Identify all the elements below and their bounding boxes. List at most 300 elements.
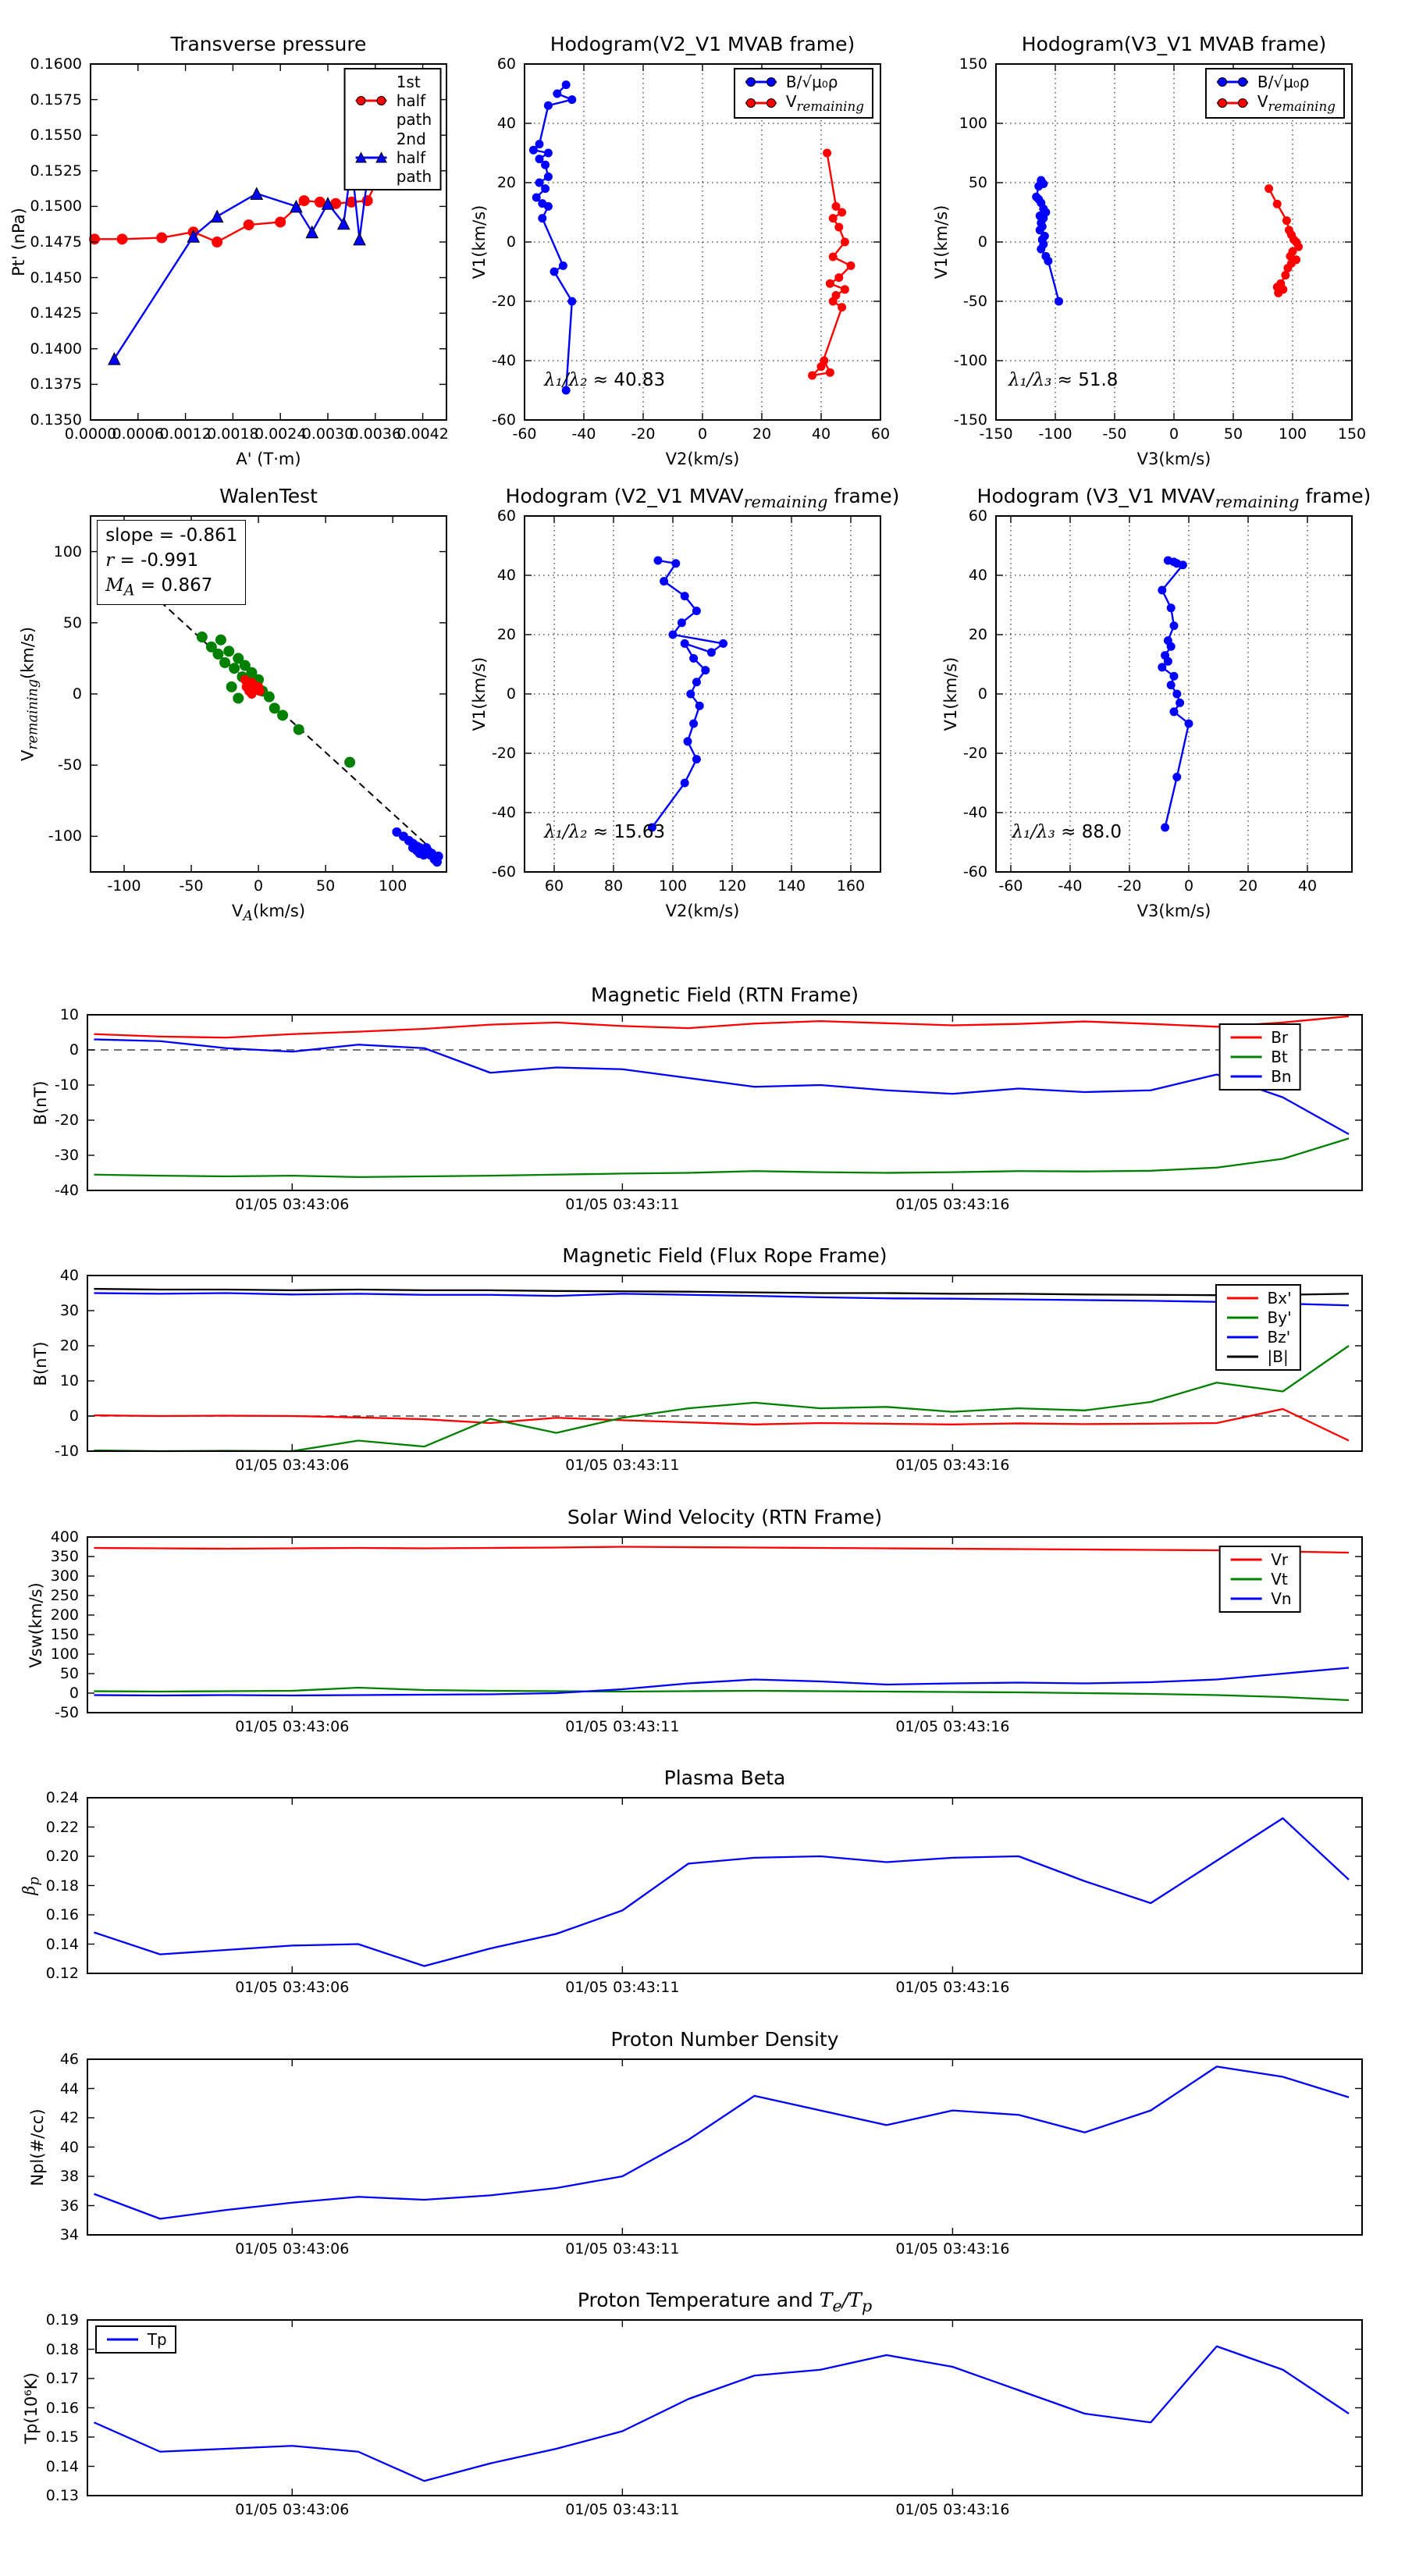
y-axis-label: B(nT)	[31, 1341, 50, 1386]
y-tick-label: 0.24	[45, 1789, 79, 1806]
legend-entry	[354, 130, 432, 186]
chart-title: WalenTest	[219, 485, 318, 507]
marker-V-remaining	[1284, 264, 1292, 272]
marker-B-alfven	[1035, 183, 1043, 190]
x-tick-label: 20	[1238, 877, 1258, 895]
y-tick-label: 100	[50, 1646, 79, 1663]
marker-V-remaining	[835, 274, 843, 282]
x-tick-label: 100	[658, 877, 688, 895]
y-axis-label: Pt' (nPa)	[9, 208, 28, 276]
legend-label: Bn	[1271, 1067, 1292, 1087]
y-tick-label: 40	[59, 1267, 79, 1284]
y-tick-label: 40	[496, 115, 516, 132]
marker-V-remaining	[1282, 272, 1289, 279]
marker-B-alfven	[681, 639, 688, 647]
marker-B-alfven	[1167, 642, 1175, 650]
y-axis-label: $V_{remaining}(km/s)$	[18, 626, 41, 762]
x-axis-label: A' (T·m)	[236, 450, 301, 468]
y-tick-label: 20	[968, 626, 987, 643]
marker-2nd half path	[212, 211, 223, 222]
legend	[344, 68, 441, 190]
y-tick-label: -150	[953, 411, 987, 429]
marker-V-remaining	[826, 368, 834, 376]
x-tick-label: 01/05 03:43:11	[565, 1457, 680, 1474]
y-tick-label: 0	[506, 233, 516, 251]
marker-B-alfven	[692, 607, 700, 615]
legend-label: $V_{remaining}$	[785, 92, 864, 115]
marker-B-alfven	[1170, 672, 1178, 680]
y-tick-label: -20	[491, 745, 516, 762]
legend-entry	[1225, 1347, 1292, 1366]
marker-V-remaining	[832, 202, 840, 210]
series-By'	[94, 1346, 1349, 1451]
legend-entry	[1225, 1308, 1292, 1327]
series-Tp	[94, 2347, 1349, 2482]
marker-B-alfven	[532, 194, 540, 201]
marker-V-remaining	[820, 357, 828, 365]
marker-B-alfven	[544, 202, 552, 210]
marker-walen-red	[255, 687, 264, 696]
marker-V-remaining	[838, 208, 846, 216]
marker-walen-green	[233, 693, 244, 703]
chart-title: Transverse pressure	[170, 33, 367, 55]
x-axis-label: V2(km/s)	[665, 450, 740, 468]
marker-B-alfven	[1037, 245, 1045, 253]
y-tick-label: -60	[491, 411, 516, 429]
marker-V-remaining	[829, 297, 837, 305]
y-tick-label: 0.1550	[30, 126, 82, 144]
legend-label: Bt	[1271, 1048, 1288, 1067]
legend-entry	[1225, 1289, 1292, 1308]
y-tick-label: 0.14	[45, 2457, 79, 2475]
y-axis-label: V1(km/s)	[470, 656, 489, 731]
x-tick-label: 60	[870, 425, 891, 443]
y-tick-label: 0.16	[45, 1906, 79, 1923]
legend-sample	[1225, 1311, 1261, 1325]
y-axis-label: V1(km/s)	[932, 205, 951, 279]
marker-1st half path	[276, 217, 286, 227]
marker-B-alfven	[568, 297, 576, 305]
y-tick-label: -30	[54, 1147, 79, 1164]
x-tick-label: 40	[1297, 877, 1318, 895]
marker-V-remaining	[823, 149, 831, 157]
marker-B-alfven	[1170, 708, 1178, 716]
y-tick-label: -60	[962, 863, 987, 881]
x-tick-label: -40	[571, 425, 596, 443]
marker-V-remaining	[809, 372, 816, 379]
x-axis-label: V3(km/s)	[1136, 902, 1211, 920]
y-axis-label: $\beta_p$	[20, 1876, 43, 1895]
legend-entry	[1215, 73, 1336, 91]
x-axis-label: V2(km/s)	[665, 902, 740, 920]
legend-entry	[1215, 92, 1336, 114]
y-tick-label: 0	[506, 685, 516, 703]
annotation: λ₁/λ₂ ≈ 40.83	[544, 370, 666, 391]
x-tick-label: 01/05 03:43:16	[895, 1979, 1010, 1996]
y-tick-label: -100	[953, 352, 987, 369]
y-tick-label: 36	[59, 2197, 79, 2215]
x-tick-label: -60	[512, 425, 537, 443]
x-tick-label: -20	[631, 425, 656, 443]
x-tick-label: -40	[1058, 877, 1083, 895]
marker-B-alfven	[681, 592, 688, 600]
y-tick-label: 0.20	[45, 1848, 79, 1865]
y-tick-label: 0.19	[45, 2311, 79, 2329]
legend-label: B/√μ₀ρ	[1257, 73, 1310, 92]
marker-2nd half path	[306, 226, 318, 238]
y-tick-label: 0.18	[45, 2340, 79, 2358]
x-tick-label: 01/05 03:43:11	[565, 2240, 680, 2258]
x-tick-label: 0	[1183, 877, 1194, 895]
y-tick-label: 40	[968, 567, 987, 584]
chart-hodogram-v2v1-mvav	[470, 485, 900, 920]
marker-B-alfven	[684, 738, 692, 745]
x-tick-label: 01/05 03:43:16	[895, 2240, 1010, 2258]
y-tick-label: 44	[59, 2080, 79, 2097]
chart-title: Plasma Beta	[663, 1767, 786, 1789]
marker-B-alfven	[535, 141, 543, 148]
marker-B-alfven	[692, 756, 700, 763]
x-tick-label: 0.0024	[254, 425, 307, 443]
legend-entry	[105, 2330, 167, 2349]
y-tick-label: 20	[496, 174, 516, 191]
x-tick-label: 160	[836, 877, 866, 895]
chart-title: Solar Wind Velocity (RTN Frame)	[567, 1506, 883, 1528]
marker-B-alfven	[707, 649, 715, 656]
legend-entry	[743, 73, 864, 91]
y-tick-label: 60	[496, 507, 516, 525]
legend-sample	[1228, 1050, 1264, 1064]
legend-sample	[1228, 1553, 1264, 1567]
y-tick-label: 0	[72, 685, 82, 703]
y-tick-label: 50	[968, 174, 987, 191]
legend	[1218, 1546, 1300, 1613]
legend-label: Vn	[1271, 1589, 1292, 1609]
x-tick-label: 0.0030	[301, 425, 354, 443]
marker-V-remaining	[838, 304, 846, 311]
marker-B-alfven	[1044, 257, 1052, 265]
legend-sample	[1225, 1350, 1261, 1364]
marker-B-alfven	[669, 631, 677, 639]
y-tick-label: 20	[59, 1337, 79, 1354]
marker-walen-green	[269, 703, 279, 713]
x-tick-label: -50	[179, 877, 204, 895]
y-tick-label: -40	[54, 1182, 79, 1199]
x-tick-label: 01/05 03:43:16	[895, 2501, 1010, 2518]
x-tick-label: 01/05 03:43:06	[235, 2501, 350, 2518]
y-tick-label: 50	[59, 1665, 79, 1682]
legend-entry	[1228, 1570, 1291, 1589]
y-tick-label: -20	[54, 1112, 79, 1129]
marker-B-alfven	[544, 173, 552, 180]
y-tick-label: 350	[50, 1548, 79, 1565]
y-tick-label: 42	[59, 2109, 79, 2126]
y-tick-label: 0.17	[45, 2370, 79, 2387]
y-tick-label: 0.1450	[30, 269, 82, 286]
series-beta	[94, 1818, 1349, 1966]
marker-B-alfven	[553, 90, 561, 98]
x-tick-label: 150	[1337, 425, 1367, 443]
x-axis-label: V3(km/s)	[1136, 450, 1211, 468]
y-tick-label: 38	[59, 2168, 79, 2185]
marker-B-alfven	[1170, 622, 1178, 630]
x-tick-label: 01/05 03:43:16	[895, 1196, 1010, 1213]
x-tick-label: 01/05 03:43:06	[235, 1718, 350, 1735]
legend-label: Bx'	[1267, 1289, 1292, 1308]
marker-B-alfven	[1158, 586, 1166, 594]
y-tick-label: 0.13	[45, 2487, 79, 2504]
x-tick-label: 01/05 03:43:06	[235, 1196, 350, 1213]
legend-label: $V_{remaining}$	[1257, 92, 1336, 115]
marker-2nd half path	[354, 233, 365, 245]
marker-B-alfven	[1185, 720, 1193, 728]
y-tick-label: 150	[50, 1626, 79, 1643]
marker-V-remaining	[1282, 217, 1290, 225]
legend	[95, 2325, 176, 2354]
x-tick-label: 01/05 03:43:11	[565, 1718, 680, 1735]
y-tick-label: 0	[977, 685, 987, 703]
legend-label: 1st half path	[396, 72, 432, 129]
chart-title: Magnetic Field (RTN Frame)	[591, 984, 859, 1006]
legend-sample	[1215, 96, 1250, 110]
chart-title: Hodogram(V3_V1 MVAB frame)	[1021, 33, 1327, 55]
legend-sample	[1228, 1592, 1264, 1606]
y-tick-label: 0.1375	[30, 375, 82, 393]
y-tick-label: -100	[48, 827, 82, 845]
marker-B-alfven	[539, 215, 546, 222]
marker-B-alfven	[559, 262, 567, 269]
plot-canvas	[87, 2320, 1362, 2496]
series-Npl	[94, 2066, 1349, 2218]
y-tick-label: 0	[69, 1685, 79, 1702]
y-tick-label: -40	[491, 352, 516, 369]
legend-entry	[1228, 1067, 1291, 1086]
marker-walen-green	[226, 681, 237, 692]
marker-B-alfven	[690, 654, 698, 662]
marker-walen-green	[220, 657, 230, 667]
y-tick-label: 400	[50, 1528, 79, 1546]
chart-title: Magnetic Field (Flux Rope Frame)	[562, 1244, 887, 1267]
y-tick-label: 0.12	[45, 1965, 79, 1982]
legend-entry	[1225, 1328, 1292, 1347]
annotation: λ₁/λ₃ ≈ 51.8	[1008, 370, 1119, 391]
y-tick-label: 0.1350	[30, 411, 82, 429]
x-tick-label: 50	[1223, 425, 1243, 443]
legend-sample	[1225, 1330, 1261, 1344]
x-tick-label: -20	[1117, 877, 1142, 895]
legend-sample	[1228, 1572, 1264, 1586]
marker-B-alfven	[1158, 664, 1166, 671]
chart-hodogram-v3v1-mvav	[941, 485, 1371, 920]
legend-sample	[743, 75, 779, 89]
series-Vr	[94, 1547, 1349, 1553]
annotation: λ₁/λ₃ ≈ 88.0	[1012, 822, 1122, 843]
series-B-alfven	[533, 85, 571, 390]
marker-1st half path	[244, 220, 254, 230]
y-tick-label: 0.22	[45, 1818, 79, 1836]
y-tick-label: -20	[962, 745, 987, 762]
marker-walen-blue	[432, 858, 441, 866]
marker-walen-green	[345, 757, 355, 767]
y-tick-label: -50	[57, 756, 82, 774]
legend-label: 2nd half path	[396, 129, 432, 186]
y-axis-label: Tp(10⁶K)	[22, 2371, 41, 2444]
y-axis-label: V1(km/s)	[470, 205, 489, 279]
marker-B-alfven	[1173, 773, 1181, 781]
legend-sample	[1228, 1030, 1264, 1044]
x-tick-label: 01/05 03:43:16	[895, 1457, 1010, 1474]
x-tick-label: 01/05 03:43:11	[565, 1979, 680, 1996]
x-tick-label: 140	[777, 877, 806, 895]
marker-B-alfven	[1167, 604, 1175, 612]
y-axis-label: B(nT)	[31, 1080, 50, 1125]
y-tick-label: 0.1400	[30, 340, 82, 358]
y-tick-label: 250	[50, 1587, 79, 1604]
marker-walen-green	[215, 635, 226, 645]
plot-canvas	[996, 516, 1352, 872]
chart-proton-number-density	[28, 2028, 1362, 2258]
x-tick-label: 50	[316, 877, 336, 895]
marker-B-alfven	[544, 101, 552, 109]
marker-V-remaining	[829, 215, 837, 222]
series-Vt	[94, 1688, 1349, 1700]
chart-title: Hodogram (V3_V1 $MVAV_{remaining}$ frame)	[976, 485, 1371, 511]
y-tick-label: 100	[959, 115, 987, 132]
y-tick-label: 100	[53, 543, 82, 560]
marker-walen-green	[229, 664, 240, 674]
y-tick-label: 0	[977, 233, 987, 251]
y-tick-label: 0.15	[45, 2428, 79, 2446]
chart-transverse-pressure	[9, 33, 449, 468]
chart-hodogram-v2v1-mvab	[470, 33, 891, 468]
y-tick-label: 0.16	[45, 2399, 79, 2417]
y-tick-label: 0.1425	[30, 304, 82, 322]
chart-title: Hodogram(V2_V1 MVAB frame)	[550, 33, 855, 55]
legend-label: By'	[1267, 1308, 1292, 1328]
x-tick-label: 40	[811, 425, 831, 443]
y-axis-label: V1(km/s)	[941, 656, 960, 731]
legend-label: Vr	[1271, 1550, 1289, 1570]
series-Br	[94, 1016, 1349, 1037]
legend-label: B/√μ₀ρ	[785, 73, 838, 92]
marker-walen-green	[264, 692, 274, 702]
marker-B-alfven	[1176, 699, 1184, 706]
y-axis-label: Vsw(km/s)	[27, 1582, 45, 1668]
marker-B-alfven	[562, 81, 570, 89]
y-tick-label: 0.14	[45, 1935, 79, 1953]
marker-walen-green	[278, 710, 288, 720]
x-tick-label: 01/05 03:43:11	[565, 1196, 680, 1213]
x-tick-label: 0.0000	[64, 425, 117, 443]
marker-B-alfven	[702, 667, 710, 674]
x-tick-label: 01/05 03:43:06	[235, 1979, 350, 1996]
legend-sample	[1215, 75, 1250, 89]
x-tick-label: 120	[717, 877, 747, 895]
x-tick-label: 0	[1168, 425, 1179, 443]
legend	[1218, 1023, 1300, 1091]
chart-mag-field-flux-rope	[31, 1244, 1362, 1474]
x-tick-label: 0	[697, 425, 708, 443]
y-tick-label: 60	[968, 507, 987, 525]
marker-walen-red	[242, 682, 251, 691]
marker-B-alfven	[1167, 681, 1175, 689]
chart-title: Hodogram (V2_V1 $MVAV_{remaining}$ frame)	[505, 485, 900, 511]
y-tick-label: 200	[50, 1606, 79, 1624]
y-tick-label: 30	[59, 1302, 79, 1319]
plot-canvas	[87, 1798, 1362, 1973]
marker-B-alfven	[529, 146, 537, 154]
marker-B-alfven	[542, 185, 550, 193]
x-tick-label: 0.0036	[349, 425, 402, 443]
marker-walen-green	[224, 646, 234, 656]
marker-B-alfven	[692, 678, 700, 686]
series-V-remaining	[813, 153, 851, 375]
y-tick-label: -10	[54, 1443, 79, 1460]
x-tick-label: 100	[379, 877, 407, 895]
y-tick-label: 0.1575	[30, 91, 82, 109]
y-tick-label: 300	[50, 1567, 79, 1585]
chart-hodogram-v3v1-mvab	[932, 33, 1367, 468]
legend-sample	[354, 151, 389, 165]
y-tick-label: 0.1525	[30, 162, 82, 180]
marker-walen-green	[293, 724, 304, 735]
x-tick-label: 100	[1278, 425, 1307, 443]
marker-B-alfven	[568, 96, 576, 104]
marker-V-remaining	[1275, 289, 1282, 297]
marker-B-alfven	[535, 179, 543, 187]
marker-B-alfven	[695, 702, 703, 710]
x-tick-label: -150	[979, 425, 1013, 443]
marker-1st half path	[157, 233, 167, 243]
x-tick-label: 0.0012	[159, 425, 212, 443]
x-tick-label: 01/05 03:43:16	[895, 1718, 1010, 1735]
y-tick-label: 0.1500	[30, 197, 82, 215]
y-tick-label: -20	[491, 293, 516, 310]
marker-walen-green	[197, 632, 207, 642]
chart-title: Proton Temperature and $T_e/T_p$	[577, 2289, 873, 2315]
x-tick-label: 01/05 03:43:06	[235, 2240, 350, 2258]
marker-B-alfven	[1161, 824, 1169, 831]
y-tick-label: 0.1475	[30, 233, 82, 251]
marker-B-alfven	[542, 161, 550, 169]
marker-B-alfven	[535, 155, 543, 163]
marker-B-alfven	[550, 268, 558, 276]
y-tick-label: -40	[962, 804, 987, 821]
y-tick-label: 10	[59, 1006, 79, 1023]
annotation: λ₁/λ₂ ≈ 15.63	[544, 822, 666, 843]
series-Bn	[94, 1040, 1349, 1135]
marker-V-remaining	[841, 286, 848, 294]
y-tick-label: -60	[491, 863, 516, 881]
marker-B-alfven	[660, 578, 668, 585]
marker-V-remaining	[826, 279, 834, 287]
y-tick-label: -10	[54, 1076, 79, 1094]
marker-1st half path	[299, 196, 309, 206]
marker-V-remaining	[1265, 185, 1273, 193]
marker-V-remaining	[829, 253, 837, 261]
marker-walen-green	[213, 649, 223, 659]
y-axis-label: Npl(#/cc)	[28, 2108, 47, 2186]
marker-walen-red	[247, 690, 256, 699]
y-tick-label: 0.18	[45, 1877, 79, 1895]
y-tick-label: 0.1600	[30, 55, 82, 73]
series-Bt	[94, 1138, 1349, 1177]
x-tick-label: 80	[603, 877, 624, 895]
legend-label: Br	[1271, 1028, 1289, 1048]
legend-entry	[1228, 1048, 1291, 1066]
chart-walen-test	[18, 485, 446, 925]
chart-mag-field-rtn	[31, 984, 1362, 1213]
